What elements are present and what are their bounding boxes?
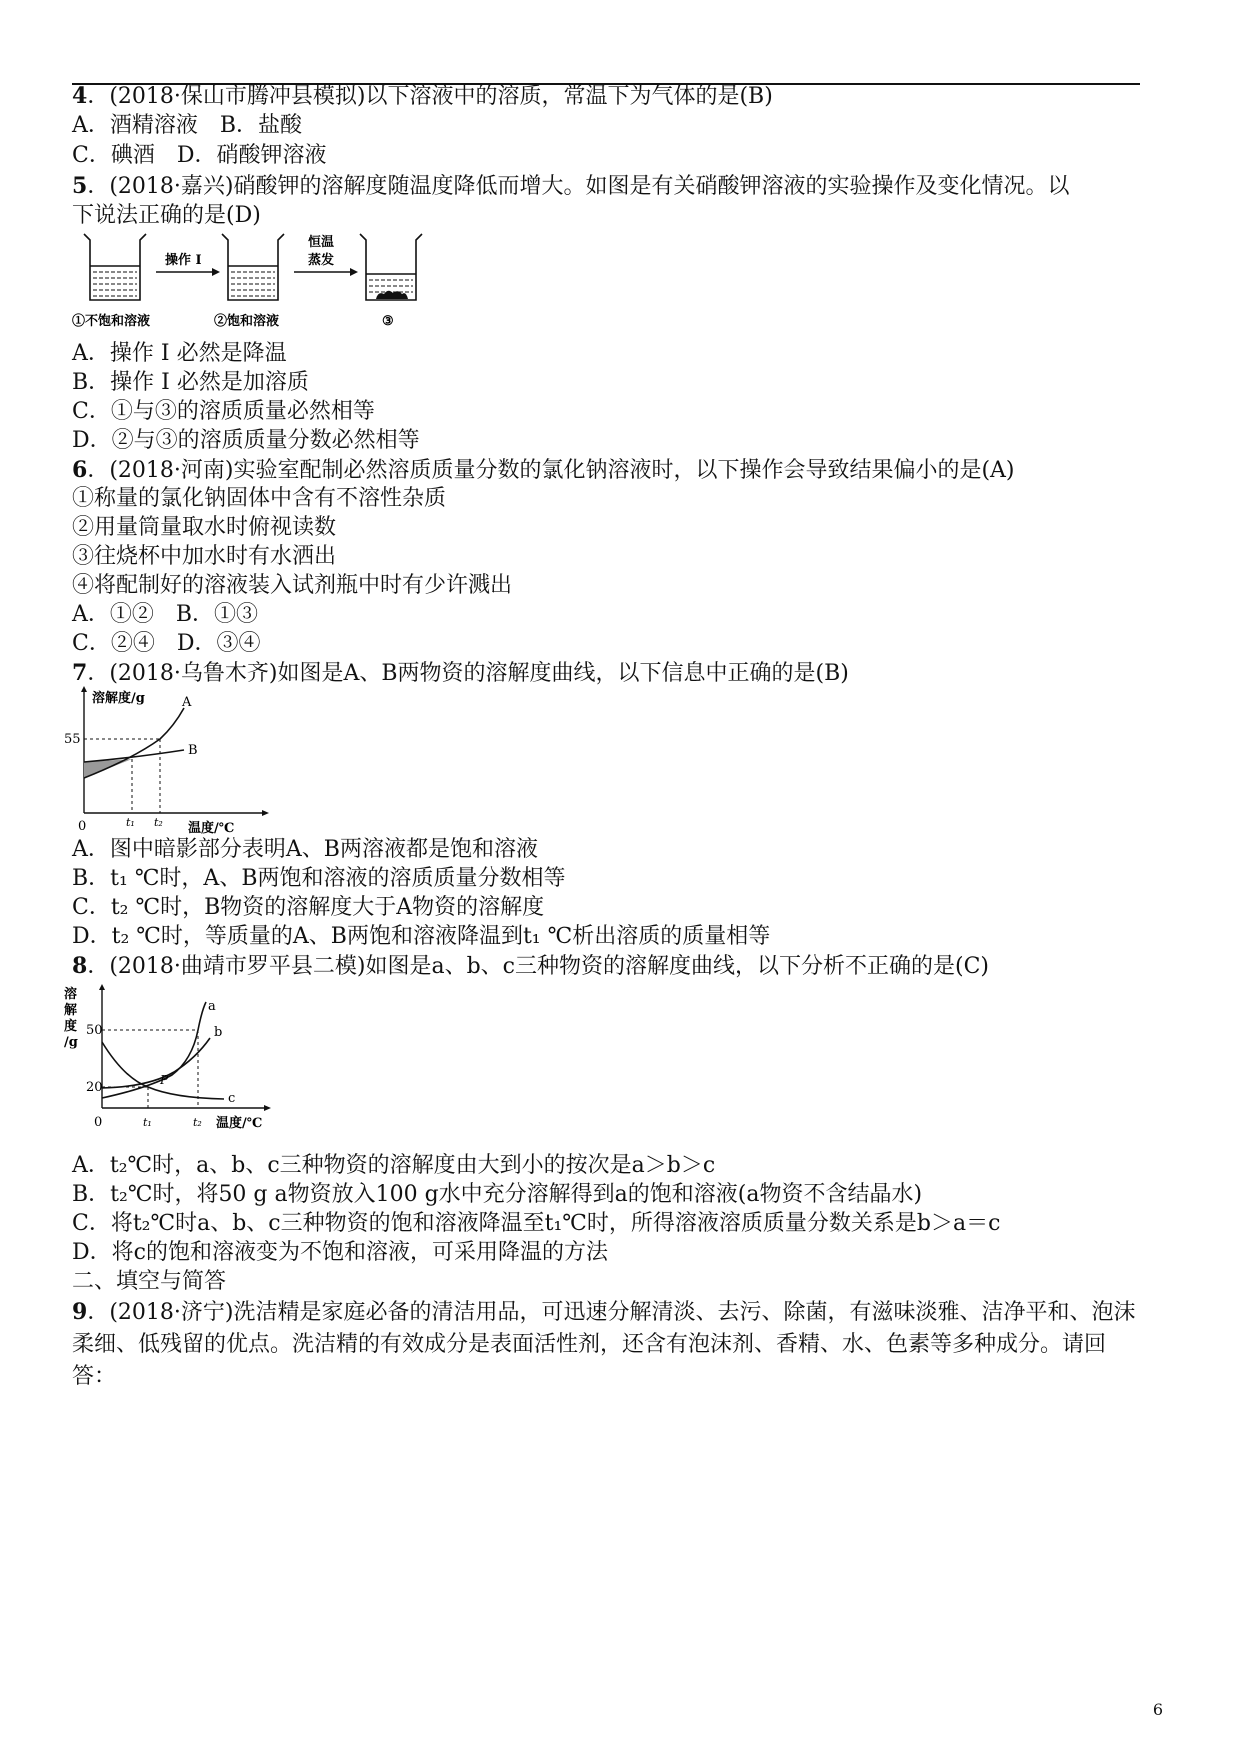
series-a-label: a	[208, 999, 216, 1014]
q7-option-a: A．图中暗影部分表明A、B两溶液都是饱和溶液	[72, 837, 538, 862]
y-tick-20: 20	[86, 1080, 103, 1095]
q5-option-a: A．操作 I 必然是降温	[72, 341, 287, 366]
q6-item-2: ②用量筒量取水时俯视读数	[72, 515, 337, 540]
q8-option-b: B．t₂℃时，将50 g a物资放入100 g水中充分溶解得到a的饱和溶液(a物资不含结晶水)	[72, 1182, 923, 1207]
q7-option-d: D．t₂ ℃时，等质量的A、B两饱和溶液降温到t₁ ℃析出溶质的质量相等	[72, 924, 771, 949]
q4-options-cd: C．碘酒 D．硝酸钾溶液	[72, 143, 327, 168]
q5-option-c: C．①与③的溶质质量必然相等	[72, 399, 375, 424]
arrow-2-label-top: 恒温	[308, 235, 335, 250]
origin-label: 0	[78, 819, 87, 834]
q5-option-b: B．操作 I 必然是加溶质	[72, 370, 309, 395]
x-tick-t2: t₂	[154, 816, 163, 829]
y-axis-label: 溶解度/g	[92, 691, 145, 706]
arrow-2-label-bottom: 蒸发	[308, 253, 335, 268]
beaker-3	[360, 234, 422, 300]
q8-option-a: A．t₂℃时，a、b、c三种物资的溶解度由大到小的按次是a＞b＞c	[72, 1153, 716, 1178]
q4-options-ab: A．酒精溶液 B．盐酸	[72, 113, 303, 138]
y-label-1: 溶	[64, 987, 78, 1002]
q6-item-1: ①称量的氯化钠固体中含有不溶性杂质	[72, 486, 447, 511]
q6-stem: 6．(2018·河南)实验室配制必然溶质质量分数的氯化钠溶液时，以下操作会导致结果偏小的是(A)	[72, 457, 1015, 483]
q8-option-d: D．将c的饱和溶液变为不饱和溶液，可采用降温的方法	[72, 1240, 608, 1265]
series-b-label: B	[188, 743, 198, 758]
page-number: 6	[1152, 1700, 1163, 1719]
solubility-chart-abc	[64, 980, 284, 1142]
q7-option-b: B．t₁ ℃时，A、B两饱和溶液的溶质质量分数相等	[72, 866, 566, 891]
q9-text: 9．(2018·济宁)洗洁精是家庭必备的清洁用品，可迅速分解清淡、去污、除菌，有滋味淡雅、洁净平和、泡沫柔细、低残留的优点。洗洁精的有效成分是表面活性剂，还含有泡沫剂、香精、水、色素等多种成分。请回答：	[72, 1299, 1136, 1389]
origin-label: 0	[94, 1115, 103, 1130]
arrow-1-label: 操作 I	[165, 253, 202, 268]
caption-2: ②饱和溶液	[214, 314, 280, 329]
q5-stem-cont: 下说法正确的是(D)	[72, 203, 261, 228]
y-label-4: /g	[64, 1035, 78, 1050]
q7-option-c: C．t₂ ℃时，B物资的溶解度大于A物资的溶解度	[72, 895, 545, 920]
q6-item-4: ④将配制好的溶液装入试剂瓶中时有少许溅出	[72, 573, 513, 598]
curve-a	[102, 1002, 206, 1098]
beaker-figure	[72, 228, 432, 334]
q8-stem: 8．(2018·曲靖市罗平县二模)如图是a、b、c三种物资的溶解度曲线，以下分析不正确的是(C)	[72, 953, 989, 979]
x-tick-t1: t₁	[143, 1116, 152, 1129]
series-a-label: A	[182, 695, 192, 710]
q6-options-ab: A．①② B．①③	[72, 602, 259, 627]
caption-3: ③	[382, 314, 394, 329]
caption-1: ①不饱和溶液	[72, 314, 151, 329]
q8-option-c: C．将t₂℃时a、b、c三种物资的饱和溶液降温至t₁℃时，所得溶液溶质质量分数关系是b＞a＝c	[72, 1211, 1001, 1236]
q6-item-3: ③往烧杯中加水时有水洒出	[72, 544, 337, 569]
y-tick-55: 55	[64, 732, 81, 747]
solubility-chart-ab	[64, 686, 272, 836]
section-heading: 二、填空与简答	[72, 1269, 227, 1294]
q4-stem: 4．(2018·保山市腾冲县模拟)以下溶液中的溶质，常温下为气体的是(B)	[72, 83, 773, 109]
q5-option-d: D．②与③的溶质质量分数必然相等	[72, 428, 420, 453]
beaker-2	[222, 234, 284, 300]
q5-stem: 5．(2018·嘉兴)硝酸钾的溶解度随温度降低而增大。如图是有关硝酸钾溶液的实验操作及变化情况。以	[72, 173, 1070, 199]
point-p-label: P	[160, 1073, 169, 1087]
series-c-label: c	[228, 1091, 236, 1106]
x-tick-t1: t₁	[126, 816, 135, 829]
y-label-3: 度	[64, 1019, 78, 1034]
q7-stem: 7．(2018·乌鲁木齐)如图是A、B两物资的溶解度曲线，以下信息中正确的是(B)	[72, 660, 849, 686]
series-b-label: b	[214, 1025, 223, 1040]
x-axis-label: 温度/℃	[188, 821, 235, 836]
curve-b	[84, 750, 184, 762]
q6-options-cd: C．②④ D．③④	[72, 631, 261, 656]
y-label-2: 解	[64, 1003, 78, 1018]
x-tick-t2: t₂	[193, 1116, 202, 1129]
beaker-1	[84, 234, 146, 300]
x-axis-label: 温度/℃	[216, 1116, 263, 1131]
curve-c	[102, 1042, 224, 1099]
y-tick-50: 50	[86, 1023, 103, 1038]
